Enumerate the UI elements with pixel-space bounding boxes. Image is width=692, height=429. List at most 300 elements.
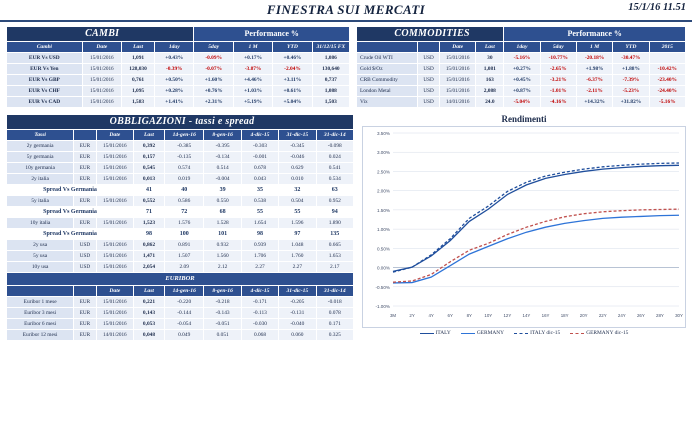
obbligazioni-header-row: [7, 130, 354, 141]
obblig-row-c3: -0.001: [241, 152, 278, 163]
obblig-row-last: 1,471: [134, 251, 165, 262]
cambi-col-date: Date: [82, 42, 121, 53]
table-row: [7, 196, 354, 207]
commodities-col-1m: 1 M: [576, 42, 612, 53]
obblig-row-date: 15/01/2016: [96, 152, 133, 163]
obblig-row-c2: 0.514: [204, 163, 241, 174]
spread-c4: 32: [279, 185, 316, 196]
obblig-row-c2: 2.12: [204, 262, 241, 273]
legend-swatch: [420, 333, 434, 334]
cambi-row-1m: -3.87%: [233, 64, 272, 75]
euribor-row-date: 15/01/2016: [96, 319, 133, 330]
obblig-row-c5: 0.541: [316, 163, 353, 174]
euribor-row-date: 15/01/2016: [96, 308, 133, 319]
table-row: [7, 75, 350, 86]
cambi-row-name: EUR Vs CHF: [7, 86, 83, 97]
cambi-block: [6, 26, 350, 108]
commodity-row-5day: -4.16%: [540, 97, 576, 108]
commodity-row-name: Crude Oil WTI: [356, 53, 417, 64]
euribor-row-c3: -0.171: [241, 297, 278, 308]
commodities-col-date: Date: [440, 42, 476, 53]
obbligazioni-table: [6, 114, 354, 341]
rendimenti-chart-block: [362, 114, 686, 341]
svg-text:30Y: 30Y: [675, 313, 683, 318]
euribor-row-cur: EUR: [74, 308, 96, 319]
commodity-row-cur: USD: [418, 86, 440, 97]
cambi-row-name: EUR Vs CAD: [7, 97, 83, 108]
spread-c3: 35: [241, 185, 278, 196]
legend-label: GERMANY dic-15: [586, 330, 629, 336]
euribor-row-c3: -0.030: [241, 319, 278, 330]
table-row: [356, 97, 685, 108]
euribor-row-c1: -0.054: [164, 319, 204, 330]
legend-label: GERMANY: [476, 330, 505, 336]
bottom-section: [0, 108, 692, 341]
obblig-row-date: 15/01/2016: [96, 196, 133, 207]
euribor-row-date: 15/01/2016: [96, 297, 133, 308]
svg-text:8Y: 8Y: [466, 313, 472, 318]
commodities-col-1day: 1day: [504, 42, 540, 53]
euribor-row-c2: -0.218: [204, 297, 241, 308]
obbligazioni-block: [6, 114, 354, 341]
obblig-row-name: 2y germania: [7, 141, 74, 152]
cambi-header-row: [7, 42, 350, 53]
table-row: [7, 240, 354, 251]
spread-row: [7, 229, 354, 240]
euribor-row-c4: -0.205: [279, 297, 316, 308]
cambi-row-name: EUR Vs Yen: [7, 64, 83, 75]
commodities-col-cur: [418, 42, 440, 53]
euribor-row-c2: -0.051: [204, 319, 241, 330]
euribor-row-c3: 0.068: [241, 330, 278, 341]
euribor-row-c1: 0.049: [164, 330, 204, 341]
svg-text:18Y: 18Y: [560, 313, 569, 318]
commodity-row-1day: +0.45%: [504, 75, 540, 86]
obbligazioni-section-title: OBBLIGAZIONI - tassi e spread: [7, 115, 354, 130]
commodity-row-1day: +0.87%: [504, 86, 540, 97]
euribor-row-name: Euribor 1 mese: [7, 297, 74, 308]
spread-last: 41: [134, 185, 165, 196]
cambi-row-last: 1,583: [122, 97, 155, 108]
spread-c3: 98: [241, 229, 278, 240]
cambi-row-fx: 1,088: [312, 86, 349, 97]
obblig-row-cur: USD: [74, 251, 96, 262]
svg-text:12Y: 12Y: [503, 313, 512, 318]
euribor-row-name: Euribor 12 mesi: [7, 330, 74, 341]
obblig-row-c3: 2.27: [241, 262, 278, 273]
legend-item: [420, 330, 451, 336]
obblig-row-last: 0,013: [134, 174, 165, 185]
obblig-row-c4: 0.010: [279, 174, 316, 185]
obblig-row-name: 5y italia: [7, 196, 74, 207]
euribor-col-c4: 31-dic-15: [279, 286, 316, 297]
cambi-row-1m: +1.03%: [233, 86, 272, 97]
spread-c5: 63: [316, 185, 353, 196]
spread-row: [7, 185, 354, 196]
table-row: [7, 297, 354, 308]
svg-text:-0.50%: -0.50%: [375, 284, 390, 290]
spread-c5: 94: [316, 207, 353, 218]
cambi-row-1day: +1.41%: [155, 97, 194, 108]
obblig-row-last: 0,862: [134, 240, 165, 251]
svg-text:28Y: 28Y: [656, 313, 664, 318]
cambi-row-last: 1,091: [122, 53, 155, 64]
table-row: [7, 53, 350, 64]
obblig-row-c5: 0.534: [316, 174, 353, 185]
svg-text:3.50%: 3.50%: [376, 131, 390, 136]
commodity-row-date: 14/01/2016: [440, 97, 476, 108]
table-row: [7, 218, 354, 229]
obblig-col-name: Tassi: [7, 130, 74, 141]
euribor-title-row: [7, 273, 354, 286]
obblig-row-c5: 0.665: [316, 240, 353, 251]
obblig-col-c2: 8-gen-16: [204, 130, 241, 141]
table-row: [356, 75, 685, 86]
spread-c1: 100: [164, 229, 204, 240]
obblig-row-c4: 1.596: [279, 218, 316, 229]
obblig-row-c2: -0.395: [204, 141, 241, 152]
cambi-row-last: 128,030: [122, 64, 155, 75]
obblig-row-cur: EUR: [74, 218, 96, 229]
euribor-row-c4: -0.040: [279, 319, 316, 330]
obblig-row-c2: 1.528: [204, 218, 241, 229]
obblig-row-name: 5y germania: [7, 152, 74, 163]
obblig-row-date: 15/01/2016: [96, 141, 133, 152]
obblig-row-cur: EUR: [74, 196, 96, 207]
cambi-col-fx: 31/12/15 FX: [312, 42, 349, 53]
svg-text:2.50%: 2.50%: [376, 169, 390, 175]
spread-last: 98: [134, 229, 165, 240]
table-row: [7, 308, 354, 319]
table-row: [7, 262, 354, 273]
obblig-row-c3: 1.706: [241, 251, 278, 262]
obblig-row-c3: 0.538: [241, 196, 278, 207]
svg-text:14Y: 14Y: [522, 313, 531, 318]
svg-text:3.00%: 3.00%: [376, 150, 390, 156]
cambi-row-5day: +1.60%: [194, 75, 233, 86]
euribor-row-c4: 0.060: [279, 330, 316, 341]
obblig-row-c4: -0.046: [279, 152, 316, 163]
cambi-row-date: 15/01/2016: [82, 86, 121, 97]
obblig-row-c2: 1.560: [204, 251, 241, 262]
euribor-row-last: 0,143: [134, 308, 165, 319]
obblig-row-c5: 2.17: [316, 262, 353, 273]
table-row: [7, 330, 354, 341]
commodity-row-date: 15/01/2016: [440, 75, 476, 86]
obblig-row-c3: -0.303: [241, 141, 278, 152]
commodity-row-date: 15/01/2016: [440, 86, 476, 97]
obblig-row-cur: EUR: [74, 174, 96, 185]
cambi-col-1m: 1 M: [233, 42, 272, 53]
commodity-row-5day: -3.21%: [540, 75, 576, 86]
euribor-row-last: 0,053: [134, 319, 165, 330]
cambi-col-5day: 5day: [194, 42, 233, 53]
cambi-row-fx: 0,737: [312, 75, 349, 86]
commodity-row-1m: -6.37%: [576, 75, 612, 86]
euribor-row-c1: -0.144: [164, 308, 204, 319]
table-row: [7, 163, 354, 174]
cambi-row-last: 1,095: [122, 86, 155, 97]
commodity-row-cur: USD: [418, 97, 440, 108]
obblig-row-name: 10y germania: [7, 163, 74, 174]
obblig-row-c3: 0.678: [241, 163, 278, 174]
obblig-row-c4: 1.048: [279, 240, 316, 251]
obblig-row-c1: -0.135: [164, 152, 204, 163]
commodities-header-row: [356, 42, 685, 53]
obblig-col-date: Date: [96, 130, 133, 141]
commodity-row-name: Vix: [356, 97, 417, 108]
obblig-row-c5: 1.653: [316, 251, 353, 262]
euribor-row-last: 0,048: [134, 330, 165, 341]
table-row: [356, 64, 685, 75]
euribor-row-name: Euribor 6 mesi: [7, 319, 74, 330]
cambi-row-ytd: +3.11%: [273, 75, 312, 86]
table-row: [7, 97, 350, 108]
cambi-row-1day: +0.43%: [155, 53, 194, 64]
obblig-row-c1: 0.574: [164, 163, 204, 174]
cambi-row-date: 15/01/2016: [82, 75, 121, 86]
cambi-col-last: Last: [122, 42, 155, 53]
obblig-row-c4: 2.27: [279, 262, 316, 273]
obblig-row-c3: 0.939: [241, 240, 278, 251]
commodities-col-5day: 5day: [540, 42, 576, 53]
svg-text:6Y: 6Y: [447, 313, 453, 318]
page-header: [0, 0, 692, 22]
svg-text:3M: 3M: [389, 313, 397, 318]
euribor-col-c2: 8-gen-16: [204, 286, 241, 297]
obblig-row-c2: -0.134: [204, 152, 241, 163]
obblig-col-c5: 31-dic-14: [316, 130, 353, 141]
legend-item: [461, 330, 504, 336]
cambi-perf-title: Performance %: [194, 27, 350, 42]
legend-item: [570, 330, 628, 336]
cambi-row-ytd: -2.04%: [273, 64, 312, 75]
obblig-row-name: 5y usa: [7, 251, 74, 262]
spread-c1: 40: [164, 185, 204, 196]
commodities-col-name: [356, 42, 417, 53]
cambi-row-1m: +0.17%: [233, 53, 272, 64]
legend-swatch: [570, 333, 584, 334]
cambi-row-5day: +0.76%: [194, 86, 233, 97]
commodity-row-5day: -2.65%: [540, 64, 576, 75]
euribor-row-c2: 0.051: [204, 330, 241, 341]
spread-c2: 68: [204, 207, 241, 218]
commodity-row-date: 15/01/2016: [440, 64, 476, 75]
cambi-col-name: Cambi: [7, 42, 83, 53]
spread-c3: 55: [241, 207, 278, 218]
table-row: [7, 251, 354, 262]
cambi-row-5day: -0.09%: [194, 53, 233, 64]
legend-label: ITALY dic-15: [530, 330, 561, 336]
obblig-row-c1: 2.09: [164, 262, 204, 273]
commodity-row-name: London Metal: [356, 86, 417, 97]
commodity-row-ytd: -7.39%: [613, 75, 649, 86]
svg-text:1.50%: 1.50%: [376, 207, 390, 213]
commodity-row-cur: USD: [418, 75, 440, 86]
cambi-row-5day: +2.31%: [194, 97, 233, 108]
commodity-row-2015: [649, 53, 685, 64]
chart-legend: [362, 330, 686, 336]
spread-row: [7, 207, 354, 218]
cambi-row-name: EUR Vs GBP: [7, 75, 83, 86]
commodity-row-cur: USD: [418, 64, 440, 75]
cambi-row-1m: +4.46%: [233, 75, 272, 86]
euribor-row-last: 0,221: [134, 297, 165, 308]
commodities-section-title: COMMODITIES: [356, 27, 503, 42]
commodity-row-1day: +0.27%: [504, 64, 540, 75]
commodities-table: [356, 26, 686, 108]
euribor-col-c5: 31-dic-14: [316, 286, 353, 297]
cambi-col-ytd: YTD: [273, 42, 312, 53]
obblig-row-name: 2y usa: [7, 240, 74, 251]
obblig-col-c1: 14-gen-16: [164, 130, 204, 141]
svg-text:-1.00%: -1.00%: [375, 304, 390, 309]
svg-text:16Y: 16Y: [541, 313, 550, 318]
svg-text:26Y: 26Y: [636, 313, 645, 318]
cambi-title-row: [7, 27, 350, 42]
obblig-row-last: 0,157: [134, 152, 165, 163]
svg-text:22Y: 22Y: [598, 313, 607, 318]
commodities-perf-title: Performance %: [504, 27, 686, 42]
spread-c2: 39: [204, 185, 241, 196]
obblig-row-last: 0,545: [134, 163, 165, 174]
commodity-row-date: 15/01/2016: [440, 53, 476, 64]
euribor-row-c5: 0.325: [316, 330, 353, 341]
commodity-row-name: Gold $/Oz: [356, 64, 417, 75]
commodity-row-ytd: -5.23%: [613, 86, 649, 97]
obblig-row-date: 15/01/2016: [96, 240, 133, 251]
header-timestamp: 15/1/16 11.51: [628, 2, 686, 13]
cambi-row-ytd: +0.46%: [273, 53, 312, 64]
commodities-col-ytd: YTD: [613, 42, 649, 53]
obblig-row-cur: USD: [74, 240, 96, 251]
obblig-row-c5: -0.098: [316, 141, 353, 152]
rendimenti-line-chart: [363, 127, 685, 322]
obblig-row-c4: 0.504: [279, 196, 316, 207]
cambi-row-1day: +0.28%: [155, 86, 194, 97]
table-row: [7, 141, 354, 152]
commodity-row-2015: -23.40%: [649, 75, 685, 86]
cambi-row-name: EUR Vs USD: [7, 53, 83, 64]
euribor-header-row: [7, 286, 354, 297]
commodity-row-1m: +1.98%: [576, 64, 612, 75]
obbligazioni-title-row: [7, 115, 354, 130]
obblig-row-c5: 1.890: [316, 218, 353, 229]
obblig-row-c5: 0.024: [316, 152, 353, 163]
commodity-row-2015: -10.42%: [649, 64, 685, 75]
euribor-row-cur: EUR: [74, 297, 96, 308]
obblig-row-date: 15/01/2016: [96, 174, 133, 185]
obblig-col-last: Last: [134, 130, 165, 141]
cambi-row-fx: 130,640: [312, 64, 349, 75]
commodity-row-last: 24.0: [476, 97, 504, 108]
obblig-row-c2: 0.932: [204, 240, 241, 251]
cambi-row-date: 15/01/2016: [82, 64, 121, 75]
commodity-row-1day: -5.16%: [504, 53, 540, 64]
obblig-row-last: 2,054: [134, 262, 165, 273]
cambi-row-1day: -0.39%: [155, 64, 194, 75]
top-section: [0, 22, 692, 108]
obblig-row-name: 10y italia: [7, 218, 74, 229]
chart-title: Rendimenti: [501, 114, 547, 124]
obblig-row-c4: 1.760: [279, 251, 316, 262]
svg-text:24Y: 24Y: [617, 313, 626, 318]
table-row: [7, 319, 354, 330]
euribor-row-c2: -0.143: [204, 308, 241, 319]
obblig-row-cur: EUR: [74, 141, 96, 152]
obblig-row-c1: 0.586: [164, 196, 204, 207]
cambi-col-1day: 1day: [155, 42, 194, 53]
euribor-row-c5: 0.078: [316, 308, 353, 319]
commodity-row-last: 163: [476, 75, 504, 86]
euribor-col-date: Date: [96, 286, 133, 297]
svg-text:2.00%: 2.00%: [376, 188, 390, 194]
table-row: [7, 174, 354, 185]
cambi-row-ytd: +5.04%: [273, 97, 312, 108]
table-row: [356, 86, 685, 97]
spread-c4: 97: [279, 229, 316, 240]
commodity-row-1day: -5.04%: [504, 97, 540, 108]
spread-label: Spread Vs Germania: [7, 185, 134, 196]
obblig-row-c1: 0.891: [164, 240, 204, 251]
svg-text:4Y: 4Y: [428, 313, 434, 318]
commodity-row-cur: USD: [418, 53, 440, 64]
commodities-block: [356, 26, 686, 108]
legend-swatch: [461, 333, 475, 334]
obblig-row-last: 0,392: [134, 141, 165, 152]
svg-text:1.00%: 1.00%: [376, 227, 390, 233]
spread-last: 71: [134, 207, 165, 218]
euribor-col-c1: 14-gen-16: [164, 286, 204, 297]
euribor-row-date: 14/01/2016: [96, 330, 133, 341]
cambi-row-date: 15/01/2016: [82, 97, 121, 108]
commodity-row-1m: -2.11%: [576, 86, 612, 97]
euribor-row-c5: 0.171: [316, 319, 353, 330]
obblig-row-cur: USD: [74, 262, 96, 273]
commodity-row-last: 2,088: [476, 86, 504, 97]
commodity-row-ytd: +31.82%: [613, 97, 649, 108]
svg-text:0.50%: 0.50%: [376, 246, 390, 252]
spread-label: Spread Vs Germania: [7, 207, 134, 218]
commodity-row-ytd: +1.88%: [613, 64, 649, 75]
commodity-row-last: 30: [476, 53, 504, 64]
chart-area: [362, 126, 686, 328]
euribor-row-c3: -0.113: [241, 308, 278, 319]
commodity-row-last: 1,081: [476, 64, 504, 75]
commodity-row-1m: +14.32%: [576, 97, 612, 108]
cambi-row-fx: 1,503: [312, 97, 349, 108]
obblig-row-c4: 0.629: [279, 163, 316, 174]
obblig-col-c4: 31-dic-15: [279, 130, 316, 141]
obblig-col-c3: 4-dic-15: [241, 130, 278, 141]
obblig-row-date: 15/01/2016: [96, 251, 133, 262]
obblig-row-last: 1,523: [134, 218, 165, 229]
svg-text:10Y: 10Y: [484, 313, 493, 318]
svg-text:20Y: 20Y: [579, 313, 588, 318]
obblig-row-cur: EUR: [74, 152, 96, 163]
spread-c4: 55: [279, 207, 316, 218]
cambi-row-1day: +0.50%: [155, 75, 194, 86]
commodity-row-1m: -20.18%: [576, 53, 612, 64]
svg-text:2Y: 2Y: [409, 313, 415, 318]
legend-label: ITALY: [435, 330, 451, 336]
euribor-row-c4: -0.131: [279, 308, 316, 319]
obblig-row-name: 10y usa: [7, 262, 74, 273]
table-row: [7, 64, 350, 75]
commodities-col-2015: 2015: [649, 42, 685, 53]
euribor-row-cur: EUR: [74, 330, 96, 341]
commodity-row-2015: -24.40%: [649, 86, 685, 97]
